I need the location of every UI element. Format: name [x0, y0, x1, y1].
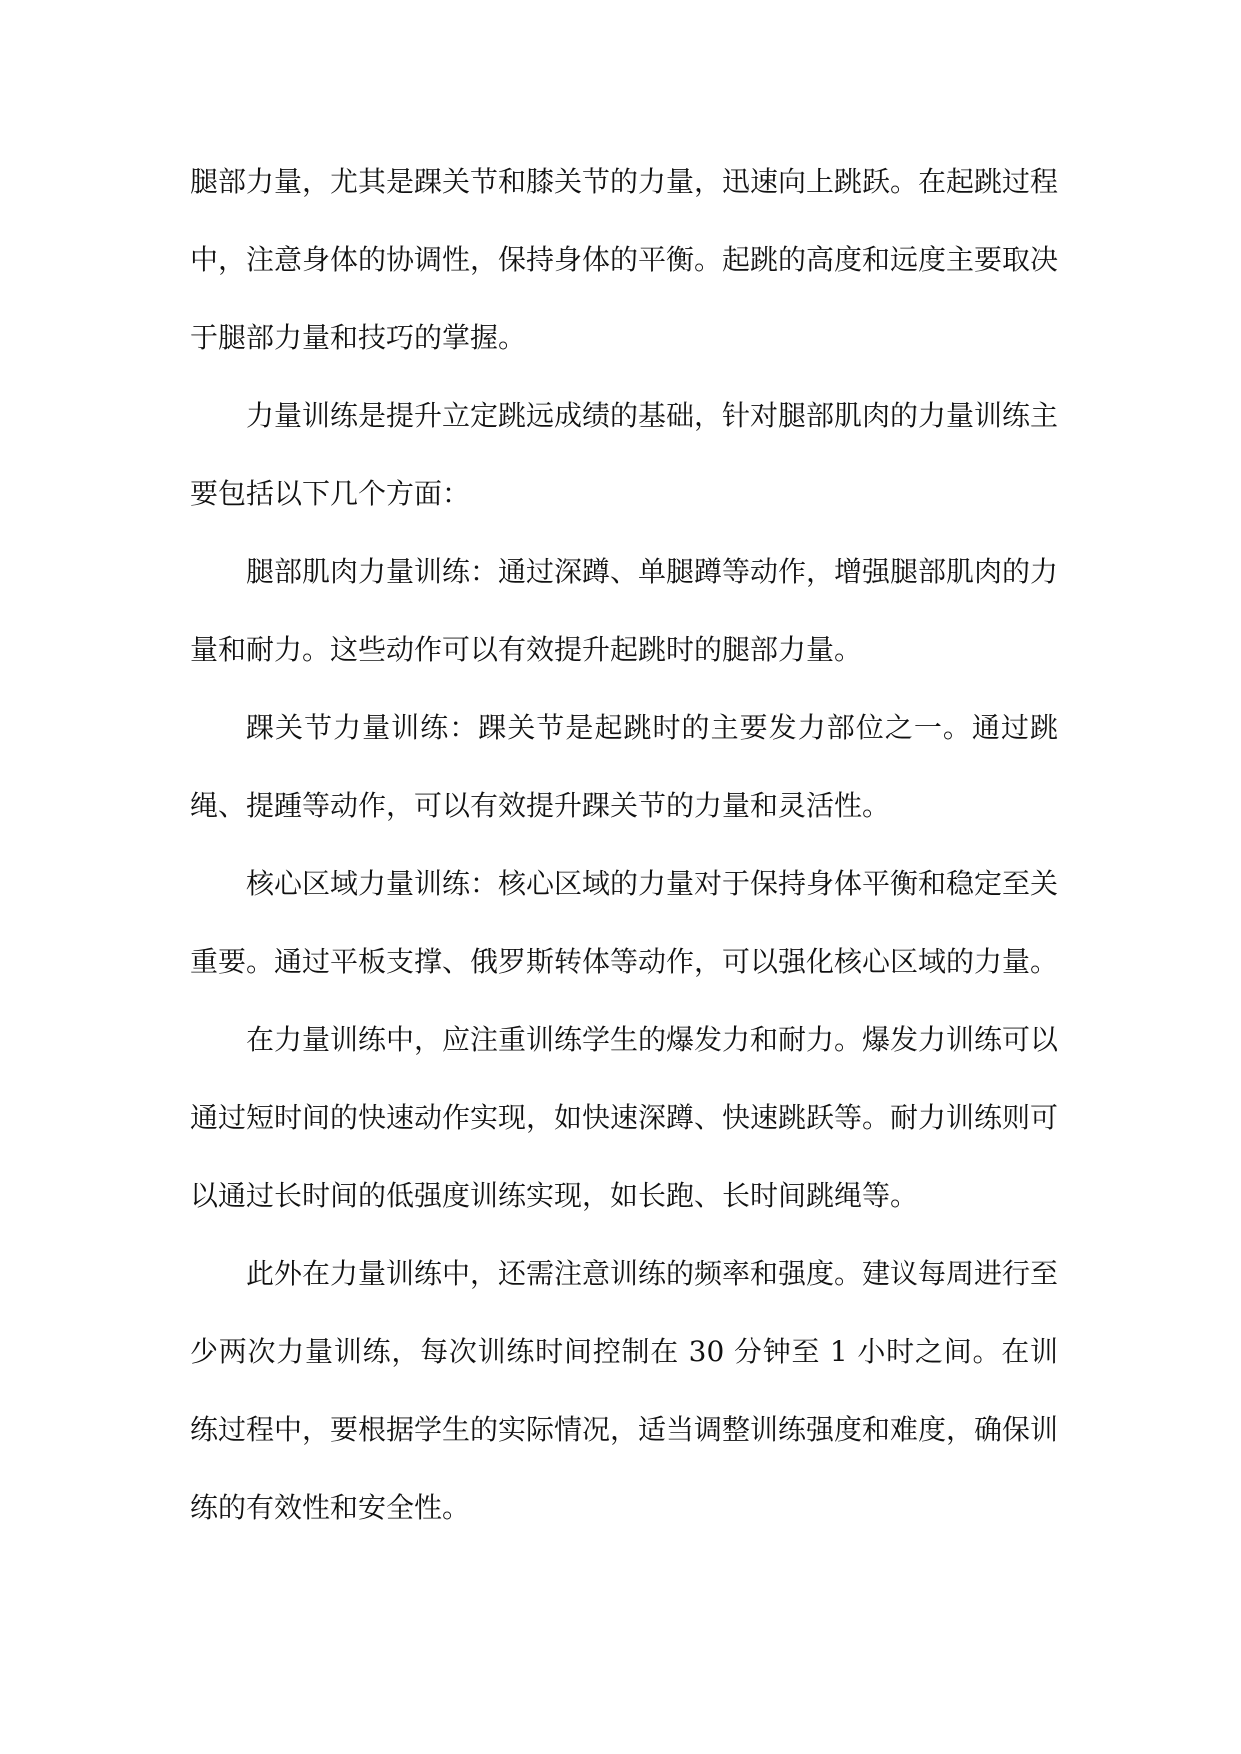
paragraph-5: 核心区域力量训练：核心区域的力量对于保持身体平衡和稳定至关重要。通过平板支撑、俄罗斯转体等动作，可以强化核心区域的力量。: [190, 867, 1059, 978]
paragraph-3: 腿部肌肉力量训练：通过深蹲、单腿蹲等动作，增强腿部肌肉的力量和耐力。这些动作可以有效提升起跳时的腿部力量。: [190, 555, 1059, 666]
document-body: [190, 143, 1058, 1547]
paragraph-7: 此外在力量训练中，还需注意训练的频率和强度。建议每周进行至少两次力量训练，每次训练时间控制在 30 分钟至 1 小时之间。在训练过程中，要根据学生的实际情况，适当调整训练强度和难度，确保训练的有效性和安全性。: [190, 1257, 1059, 1524]
paragraph-4: 踝关节力量训练：踝关节是起跳时的主要发力部位之一。通过跳绳、提踵等动作，可以有效提升踝关节的力量和灵活性。: [190, 711, 1058, 822]
paragraph-1: 腿部力量，尤其是踝关节和膝关节的力量，迅速向上跳跃。在起跳过程中，注意身体的协调性，保持身体的平衡。起跳的高度和远度主要取决于腿部力量和技巧的掌握。: [190, 165, 1059, 354]
paragraph-2: 力量训练是提升立定跳远成绩的基础，针对腿部肌肉的力量训练主要包括以下几个方面：: [190, 399, 1059, 510]
paragraph-6: 在力量训练中，应注重训练学生的爆发力和耐力。爆发力训练可以通过短时间的快速动作实现，如快速深蹲、快速跳跃等。耐力训练则可以通过长时间的低强度训练实现，如长跑、长时间跳绳等。: [190, 1023, 1059, 1212]
